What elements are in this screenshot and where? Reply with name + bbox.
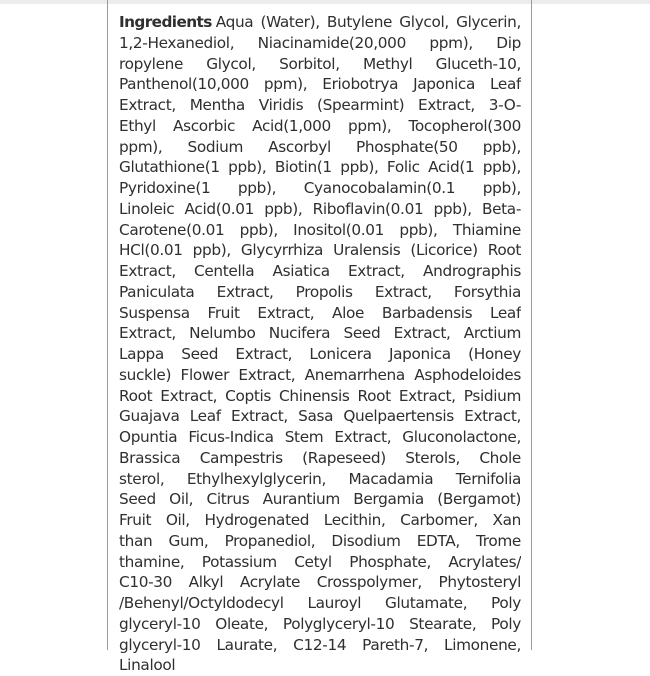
ingredients-line: /Behenyl/Octyldodecyl Lauroyl Glutamate, Poly: [119, 594, 521, 612]
ingredients-line: Extract, Mentha Viridis (Spearmint) Extract, 3-O-: [119, 96, 521, 114]
ingredients-line: thamine, Potassium Cetyl Phosphate, Acrylates/: [119, 552, 521, 571]
ingredients-line: Extract, Nelumbo Nucifera Seed Extract, Arctium: [119, 324, 521, 343]
ingredients-line: Seed Oil, Citrus Aurantium Bergamia (Bergamot): [119, 490, 521, 509]
ingredients-panel: [119, 12, 521, 676]
ingredients-line: Paniculata Extract, Propolis Extract, Forsythia: [119, 282, 521, 301]
top-edge-strip: [0, 0, 650, 4]
ingredients-line: glyceryl-10 Oleate, Polyglyceryl-10 Stearate, Poly: [119, 614, 521, 633]
ingredients-line: Ethyl Ascorbic Acid(1,000 ppm), Tocopherol(300: [119, 116, 521, 135]
ingredients-line: Root Extract, Coptis Chinensis Root Extract, Psidium: [119, 386, 521, 405]
ingredients-line: glyceryl-10 Laurate, C12-14 Pareth-7, Limonene,: [119, 635, 521, 654]
left-border-line: [107, 0, 108, 650]
ingredients-line: Linoleic Acid(0.01 ppb), Riboflavin(0.01 ppb), Beta-: [119, 199, 521, 218]
ingredients-line: Carotene(0.01 ppb), Inositol(0.01 ppb), Thiamine: [119, 220, 521, 239]
ingredients-heading: Ingredients: [119, 13, 212, 31]
ingredients-line: sterol, Ethylhexylglycerin, Macadamia Ternifolia: [119, 469, 521, 488]
ingredients-line: Opuntia Ficus-Indica Stem Extract, Gluconolactone,: [119, 428, 521, 446]
ingredients-line: C10-30 Alkyl Acrylate Crosspolymer, Phytosteryl: [119, 573, 521, 592]
ingredients-line: than Gum, Propanediol, Disodium EDTA, Trome: [119, 531, 521, 550]
right-border-line: [531, 0, 532, 650]
ingredients-line: 1,2-Hexanediol, Niacinamide(20,000 ppm), Dip: [119, 33, 521, 52]
ingredients-line-text: Aqua (Water), Butylene Glycol, Glycerin,: [215, 13, 521, 31]
ingredients-line: Extract, Centella Asiatica Extract, Andrographis: [119, 262, 521, 280]
ingredients-line: Glutathione(1 ppb), Biotin(1 ppb), Folic Acid(1 ppb),: [119, 158, 521, 177]
ingredients-line: Suspensa Fruit Extract, Aloe Barbadensis Leaf: [119, 303, 521, 322]
ingredients-line: suckle) Flower Extract, Anemarrhena Asphodeloides: [119, 365, 521, 384]
ingredients-line: HCl(0.01 ppb), Glycyrrhiza Uralensis (Licorice) Root: [119, 241, 521, 260]
ingredients-line: Brassica Campestris (Rapeseed) Sterols, Chole: [119, 448, 521, 467]
ingredients-line: Guajava Leaf Extract, Sasa Quelpaertensis Extract,: [119, 407, 521, 426]
ingredients-line: Panthenol(10,000 ppm), Eriobotrya Japonica Leaf: [119, 75, 521, 94]
ingredients-line: Pyridoxine(1 ppb), Cyanocobalamin(0.1 ppb),: [119, 179, 521, 197]
ingredients-line: Lappa Seed Extract, Lonicera Japonica (Honey: [119, 345, 521, 363]
ingredients-line: [119, 12, 521, 33]
ingredients-line: Fruit Oil, Hydrogenated Lecithin, Carbomer, Xan: [119, 511, 521, 529]
ingredients-line: ropylene Glycol, Sorbitol, Methyl Gluceth-10,: [119, 54, 521, 73]
ingredients-line: Linalool: [119, 656, 176, 675]
ingredients-line: ppm), Sodium Ascorbyl Phosphate(50 ppb),: [119, 137, 521, 156]
